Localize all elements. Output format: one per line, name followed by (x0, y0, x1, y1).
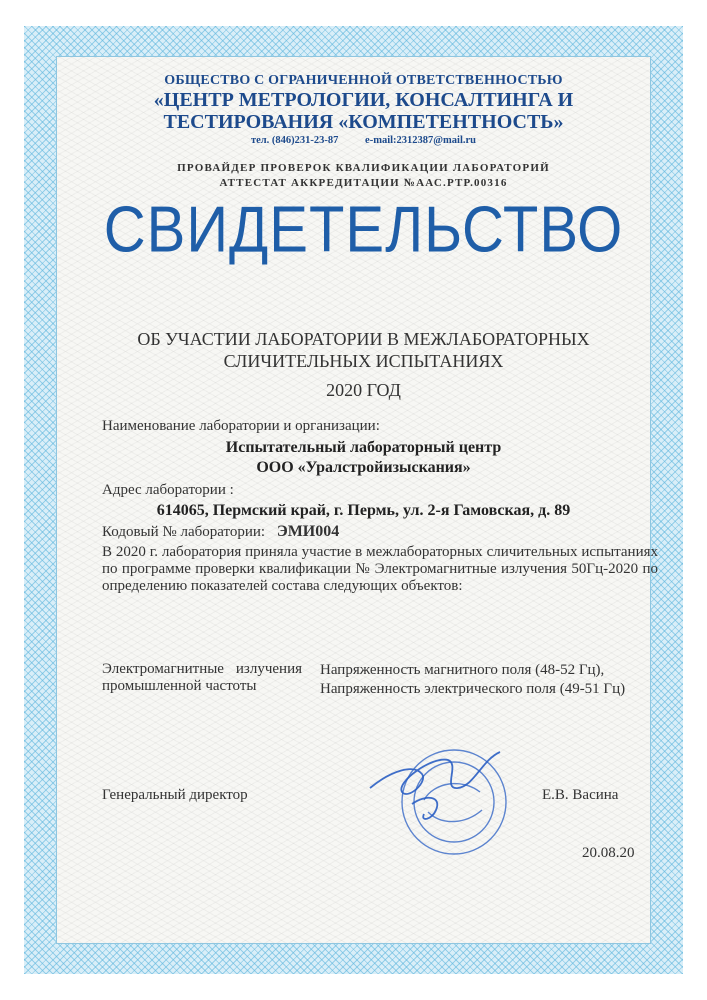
provider-line-1: ПРОВАЙДЕР ПРОВЕРОК КВАЛИФИКАЦИИ ЛАБОРАТОРИЙ (177, 162, 550, 174)
seal-stamp (362, 730, 512, 868)
org-line-3: ТЕСТИРОВАНИЯ «КОМПЕТЕНТНОСТЬ» (163, 111, 564, 133)
org-line-1: ОБЩЕСТВО С ОГРАНИЧЕННОЙ ОТВЕТСТВЕННОСТЬЮ (164, 73, 563, 88)
certificate-subtitle (10, 328, 707, 372)
participation-text: В 2020 г. лаборатория приняла участие в межлабораторных сличительных испытаниях по программе проверки квалификации № Электромагнитные излучения 50Гц-2020 по определению показателей состава следующих объектов: (102, 544, 658, 594)
issue-date: 20.08.20 (582, 845, 635, 861)
subtitle-line-2: СЛИЧИТЕЛЬНЫХ ИСПЫТАНИЯХ (223, 351, 504, 371)
test-indicators (320, 661, 660, 699)
email: e-mail:2312387@mail.ru (365, 135, 477, 146)
address-label: Адрес лаборатории : (102, 482, 234, 498)
org-line-2: «ЦЕНТР МЕТРОЛОГИИ, КОНСАЛТИНГА И (153, 89, 574, 111)
signatory-position: Генеральный директор (102, 787, 248, 803)
provider-info (10, 161, 707, 191)
lab-code-label: Кодовый № лаборатории: (102, 524, 266, 540)
lab-code-row (102, 523, 339, 541)
lab-name-line-1: Испытательный лабораторный центр (225, 439, 502, 456)
contacts (10, 135, 707, 146)
lab-name-label: Наименование лаборатории и организации: (102, 418, 380, 434)
subtitle-line-1: ОБ УЧАСТИИ ЛАБОРАТОРИИ В МЕЖЛАБОРАТОРНЫХ (137, 329, 590, 349)
certificate-title: СВИДЕТЕЛЬСТВО (103, 193, 624, 266)
signature-mark (370, 752, 500, 819)
phone: тел. (846)231-23-87 (250, 135, 339, 146)
address-value: 614065, Пермский край, г. Пермь, ул. 2-я Гамовская, д. 89 (156, 502, 571, 519)
signatory-name: Е.В. Васина (542, 787, 619, 803)
lab-name-line-2: ООО «Уралстройизыскания» (256, 459, 471, 476)
lab-name (10, 438, 707, 478)
lab-code-value: ЭМИ004 (276, 523, 340, 540)
accreditation-line: АТТЕСТАТ АККРЕДИТАЦИИ №ААС.РТР.00316 (219, 177, 508, 189)
org-name (10, 89, 707, 133)
test-object: Электромагнитные излучения промышленной частоты (102, 661, 302, 694)
certificate-year: 2020 ГОД (326, 380, 401, 400)
indicator-magnetic: Напряженность магнитного поля (48-52 Гц), (320, 662, 605, 678)
indicator-electric: Напряженность электрического поля (49-51 Гц) (320, 681, 626, 697)
